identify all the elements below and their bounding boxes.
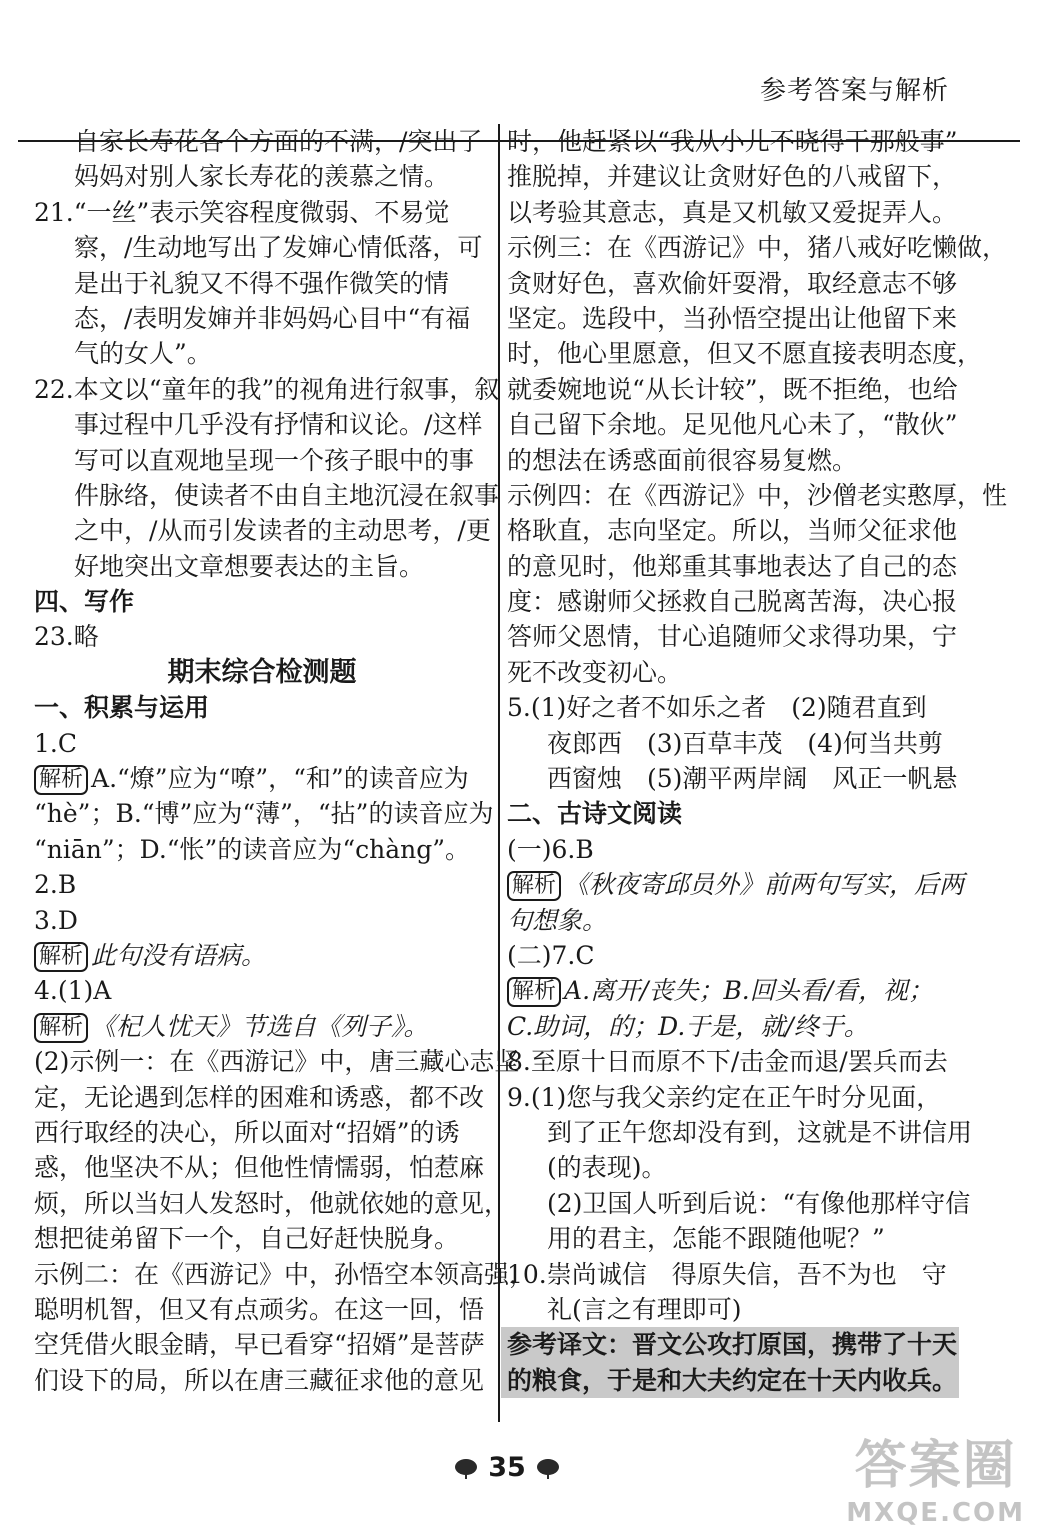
text-line: 死不改变初心。: [507, 657, 683, 687]
watermark-logo-text: 答案圈: [854, 1436, 1017, 1496]
text-line: 察，/生动地写出了发婶心情低落，可: [74, 233, 483, 263]
text-line: 件脉络，使读者不由自主地沉浸在叙事: [74, 480, 500, 510]
text-line: 是出于礼貌又不得不强作微笑的情: [74, 268, 450, 298]
text-line: “hè”；B.“博”应为“薄”，“拈”的读音应为: [34, 799, 494, 829]
text-line: C.助词，的；D.于是，就/终于。: [507, 1011, 869, 1041]
text-line: 定，无论遇到怎样的困难和诱惑，都不改: [34, 1082, 485, 1112]
text-line: 烦，所以当妇人发怒时，他就依她的意见，: [34, 1188, 510, 1218]
analysis-text: A.离开/丧失；B.回头看/看，视；: [564, 976, 934, 1006]
text-line: (2)卫国人听到后说：“有像他那样守信: [547, 1188, 971, 1218]
answer-22: 22.本文以“童年的我”的视角进行叙事，叙: [34, 374, 500, 404]
text-line: 格耿直，志向坚定。所以，当师父征求他: [507, 516, 958, 546]
section-heading-accumulation: 一、积累与运用: [34, 693, 210, 723]
text-line: 自家长寿花各个方面的不满，/突出了: [74, 127, 483, 156]
section-heading-writing: 四、写作: [34, 587, 135, 617]
analysis-tag: 解析: [507, 871, 561, 901]
analysis-text: 《杞人忧天》节选自《列子》。: [91, 1011, 429, 1041]
text-line: 们设下的局，所以在唐三藏征求他的意见: [34, 1365, 485, 1395]
text-line: 推脱掉，并建议让贪财好色的八戒留下，: [507, 162, 958, 192]
text-line: 的想法在诱惑面前很容易复燃。: [507, 445, 858, 475]
text-line: 西窗烛 (5)潮平两岸阔 风正一帆悬: [547, 764, 958, 794]
section-heading-classical: 二、古诗文阅读: [507, 799, 683, 829]
text-line: 答师父恩情，甘心追随师父求得功果，宁: [507, 622, 958, 652]
answer-4: 4.(1)A: [34, 976, 112, 1006]
text-line: 妈妈对别人家长寿花的羡慕之情。: [74, 162, 450, 192]
text-line: 之中，/从而引发读者的主动思考，/更: [74, 516, 491, 546]
text-line: (的表现)。: [547, 1153, 667, 1183]
analysis-text: A.“燎”应为“嘹”，“和”的读音应为: [91, 764, 469, 794]
watermark: [846, 1423, 1025, 1528]
analysis-3: [34, 938, 490, 973]
text-line: 的粮食，于是和大夫约定在十天内收兵。: [501, 1363, 959, 1398]
text-line: 西行取经的决心，所以面对“招婿”的诱: [34, 1117, 460, 1147]
text-line: 礼(言之有理即可): [547, 1294, 742, 1324]
text-line: 的意见时，他郑重其事地表达了自己的态: [507, 551, 958, 581]
page-number-text: 35: [488, 1452, 526, 1483]
answer-7: (二)7.C: [507, 940, 595, 970]
reference-translation: 参考译文：晋文公攻打原国，携带了十天: [501, 1327, 959, 1362]
answer-10: 10.崇尚诚信 得原失信，吾不为也 守: [507, 1259, 947, 1289]
watermark-url: MXQE.COM: [846, 1498, 1025, 1528]
running-header-title: 参考答案与解析: [759, 76, 949, 106]
analysis-1: [34, 761, 490, 796]
column-divider: [498, 124, 500, 1422]
analysis-tag: 解析: [34, 765, 88, 795]
analysis-text: 《秋夜寄邱员外》前两句写实，后两: [564, 870, 965, 900]
analysis-7: [507, 973, 959, 1008]
text-line: 用的君主，怎能不跟随他呢？”: [547, 1224, 885, 1254]
text-line: 时，他心里愿意，但又不愿直接表明态度，: [507, 339, 983, 369]
text-line: 态，/表明发婶并非妈妈心目中“有福: [74, 303, 471, 333]
text-line: 示例二：在《西游记》中，孙悟空本领高强，: [34, 1259, 535, 1289]
text-line: 空凭借火眼金睛，早已看穿“招婿”是菩萨: [34, 1330, 485, 1360]
answer-21: 21.“一丝”表示笑容程度微弱、不易觉: [34, 197, 450, 227]
analysis-6: [507, 867, 965, 902]
leaf-icon: [535, 1457, 561, 1479]
answer-6: (一)6.B: [507, 834, 594, 864]
text-line: 示例四：在《西游记》中，沙僧老实憨厚，性: [507, 480, 1008, 510]
text-line: 就委婉地说“从长计较”，既不拒绝，也给: [507, 374, 958, 404]
analysis-tag: 解析: [34, 942, 88, 972]
analysis-text: 此句没有语病。: [91, 940, 267, 970]
answer-2: 2.B: [34, 870, 77, 900]
text-line: “niān”；D.“怅”的读音应为“chàng”。: [34, 834, 470, 864]
text-line: 到了正午您却没有到，这就是不讲信用: [547, 1117, 973, 1147]
text-line: 事过程中几乎没有抒情和议论。/这样: [74, 410, 483, 440]
analysis-4: [34, 1009, 490, 1044]
left-column: [34, 124, 535, 1398]
text-line: 气的女人”。: [74, 339, 212, 369]
answer-9: 9.(1)您与我父亲约定在正午时分见面，: [507, 1082, 942, 1112]
answer-23: 23.略: [34, 622, 99, 652]
text-line: 句想象。: [507, 905, 608, 935]
text-line: (2)示例一：在《西游记》中，唐三藏心志坚: [34, 1047, 520, 1077]
text-line: 自己留下余地。足见他凡心未了，“散伙”: [507, 410, 958, 440]
text-line: 度：感谢师父拯救自己脱离苦海，决心报: [507, 587, 958, 617]
text-line: 以考验其意志，真是又机敏又爱捉弄人。: [507, 197, 958, 227]
text-line: 惑，他坚决不从；但他性情懦弱，怕惹麻: [34, 1153, 485, 1183]
answer-5: 5.(1)好之者不如乐之者 (2)随君直到: [507, 693, 927, 723]
exam-title: 期末综合检测题: [167, 656, 357, 688]
right-column: [507, 124, 1008, 1398]
leaf-icon: [453, 1457, 479, 1479]
answer-8: 8.至原十日而原不下/击金而退/罢兵而去: [507, 1047, 948, 1077]
answer-1: 1.C: [34, 728, 77, 758]
text-line: 聪明机智，但又有点顽劣。在这一回，悟: [34, 1294, 485, 1324]
text-line: 想把徒弟留下一个，自己好赶快脱身。: [34, 1224, 460, 1254]
text-line: 写可以直观地呈现一个孩子眼中的事: [74, 445, 475, 475]
text-line: 时，他赶紧以“我从小儿不晓得干那般事”: [507, 127, 958, 156]
text-line: 好地突出文章想要表达的主旨。: [74, 551, 425, 581]
text-line: 夜郎西 (3)百草丰茂 (4)何当共剪: [547, 728, 943, 758]
page-number: [437, 1452, 577, 1483]
analysis-tag: 解析: [507, 977, 561, 1007]
analysis-tag: 解析: [34, 1013, 88, 1043]
text-line: 示例三：在《西游记》中，猪八戒好吃懒做，: [507, 233, 1008, 263]
answer-3: 3.D: [34, 905, 78, 935]
text-line: 坚定。选段中，当孙悟空提出让他留下来: [507, 303, 958, 333]
text-line: 贪财好色，喜欢偷奸耍滑，取经意志不够: [507, 268, 958, 298]
